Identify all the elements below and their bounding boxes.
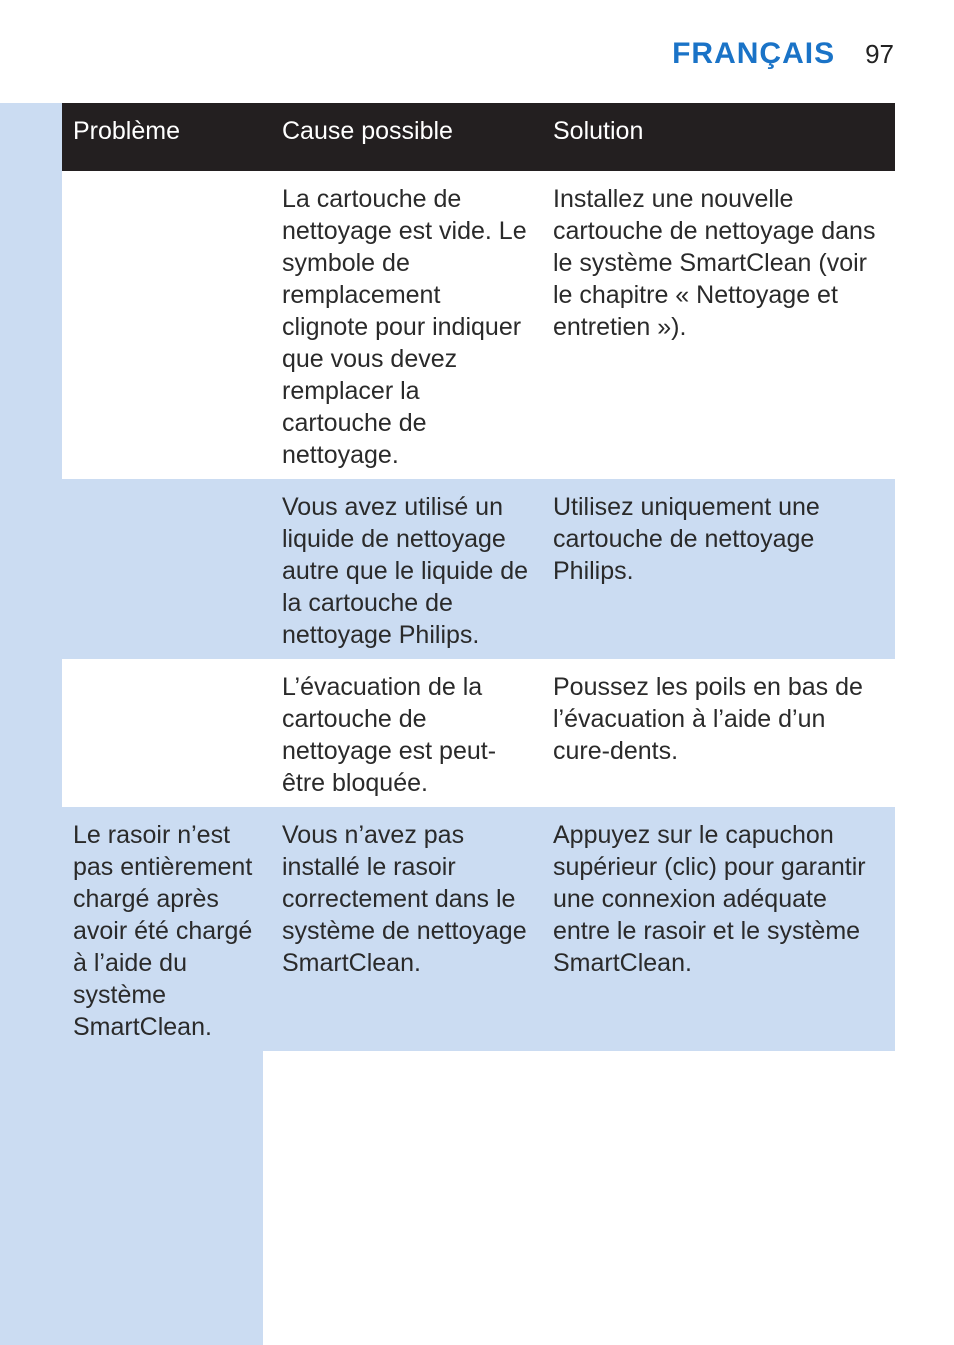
table-row [62, 807, 895, 1051]
problem-cell [62, 659, 271, 807]
page-number: 97 [865, 38, 894, 69]
table-row [62, 479, 895, 659]
column-header-cause: Cause possible [271, 103, 542, 171]
problem-cell: Le rasoir n’est pas entièrement chargé après avoir été chargé à l’aide du système SmartClean. [62, 807, 271, 1051]
cause-cell: Vous avez utilisé un liquide de nettoyage autre que le liquide de la cartouche de nettoyage Philips. [271, 479, 542, 659]
problem-cell [62, 479, 271, 659]
cause-cell: Vous n’avez pas installé le rasoir correctement dans le système de nettoyage SmartClean. [271, 807, 542, 1051]
solution-cell: Appuyez sur le capuchon supérieur (clic) pour garantir une connexion adéquate entre le rasoir et le système SmartClean. [542, 807, 895, 1051]
solution-cell: Installez une nouvelle cartouche de nettoyage dans le système SmartClean (voir le chapitre « Nettoyage et entretien »). [542, 171, 895, 479]
column-header-solution: Solution [542, 103, 895, 171]
cause-cell: La cartouche de nettoyage est vide. Le symbole de remplacement clignote pour indiquer que vous devez remplacer la cartouche de nettoyage. [271, 171, 542, 479]
column-header-problem: Problème [62, 103, 271, 171]
language-title: FRANÇAIS [672, 37, 836, 70]
cause-cell: L’évacuation de la cartouche de nettoyage est peut-être bloquée. [271, 659, 542, 807]
page-header [672, 34, 894, 74]
table-row [62, 659, 895, 807]
solution-cell: Utilisez uniquement une cartouche de nettoyage Philips. [542, 479, 895, 659]
solution-cell: Poussez les poils en bas de l’évacuation à l’aide d’un cure-dents. [542, 659, 895, 807]
table-header-row [62, 103, 895, 171]
problem-cell [62, 171, 271, 479]
troubleshooting-table [62, 103, 895, 1051]
table-row [62, 171, 895, 479]
